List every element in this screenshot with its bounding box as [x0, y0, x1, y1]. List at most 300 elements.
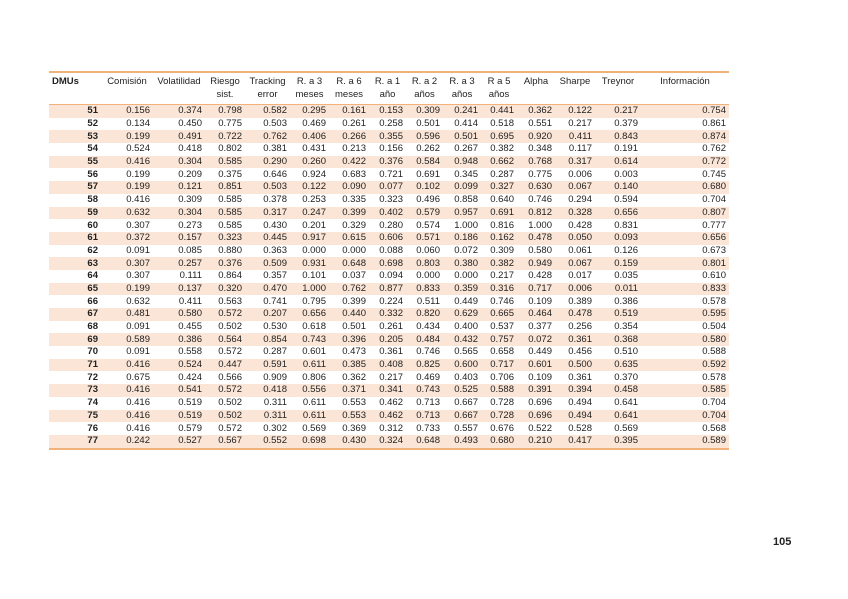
value-cell: 0.775	[218, 118, 242, 130]
value-cell: 0.563	[218, 295, 242, 307]
value-cell: 0.287	[263, 346, 287, 358]
value-cell: 0.948	[443, 156, 481, 169]
value-cell: 0.006	[568, 168, 592, 180]
value-cell: 0.713	[406, 410, 443, 423]
value-cell: 0.134	[126, 118, 150, 130]
value-cell: 0.440	[329, 308, 369, 321]
value-cell: 0.569	[614, 422, 638, 434]
value-cell: 0.601	[517, 359, 555, 372]
table-row	[49, 245, 729, 258]
value-cell: 0.217	[379, 371, 403, 383]
value-cell: 0.309	[490, 244, 514, 256]
value-cell: 0.503	[245, 181, 290, 194]
value-cell: 0.067	[555, 257, 595, 270]
value-cell: 0.880	[218, 244, 242, 256]
dmu-id-cell: 66	[87, 295, 98, 307]
value-cell: 0.312	[379, 422, 403, 434]
value-cell: 0.201	[302, 219, 326, 231]
value-cell: 0.111	[179, 270, 202, 282]
column-header: Treynor	[595, 72, 641, 105]
value-cell: 0.000	[342, 244, 366, 256]
value-cell: 0.368	[595, 333, 641, 346]
table-row	[49, 321, 729, 334]
dmu-id-cell: 63	[49, 257, 101, 270]
value-cell: 0.109	[528, 295, 552, 307]
value-cell: 0.614	[595, 156, 641, 169]
value-cell: 0.530	[263, 321, 287, 333]
column-header: Información	[641, 72, 729, 105]
value-cell: 0.566	[218, 371, 242, 383]
value-cell: 0.217	[595, 105, 641, 118]
value-cell: 0.589	[101, 333, 153, 346]
dmu-id-cell: 77	[49, 435, 101, 449]
value-cell: 0.417	[555, 435, 595, 449]
dmu-id-cell: 69	[49, 333, 101, 346]
value-cell: 0.241	[443, 105, 481, 118]
value-cell: 0.568	[702, 422, 726, 434]
value-cell: 0.591	[245, 359, 290, 372]
value-cell: 0.501	[416, 118, 440, 130]
value-cell: 0.311	[245, 410, 290, 423]
column-header: Comisión	[101, 72, 153, 105]
value-cell: 0.696	[517, 410, 555, 423]
dmu-id-cell: 64	[87, 270, 98, 282]
value-cell: 0.519	[153, 410, 205, 423]
value-cell: 0.519	[595, 308, 641, 321]
value-cell: 0.378	[263, 194, 287, 206]
dmu-id-cell: 68	[87, 321, 98, 333]
value-cell: 0.462	[369, 410, 406, 423]
table-row	[49, 118, 729, 131]
value-cell: 0.704	[641, 410, 729, 423]
value-cell: 0.762	[329, 283, 369, 296]
value-cell: 0.469	[302, 118, 326, 130]
value-cell: 0.217	[490, 270, 514, 282]
value-cell: 0.667	[454, 397, 478, 409]
value-cell: 0.376	[369, 156, 406, 169]
column-header: R. a 3 años	[443, 72, 481, 105]
value-cell: 0.000	[416, 270, 440, 282]
column-header: Sharpe	[555, 72, 595, 105]
value-cell: 0.257	[153, 257, 205, 270]
value-cell: 0.557	[454, 422, 478, 434]
value-cell: 0.524	[153, 359, 205, 372]
value-cell: 0.574	[416, 219, 440, 231]
value-cell: 0.801	[641, 257, 729, 270]
value-cell: 0.768	[517, 156, 555, 169]
value-cell: 0.524	[126, 143, 150, 155]
value-cell: 0.416	[126, 397, 150, 409]
value-cell: 0.037	[342, 270, 366, 282]
value-cell: 0.553	[342, 397, 366, 409]
value-cell: 1.000	[528, 219, 552, 231]
value-cell: 0.641	[614, 397, 638, 409]
table-row	[49, 270, 729, 283]
value-cell: 0.656	[595, 207, 641, 220]
value-cell: 0.717	[481, 359, 517, 372]
value-cell: 0.717	[517, 283, 555, 296]
value-cell: 0.695	[481, 130, 517, 143]
value-cell: 0.060	[416, 244, 440, 256]
value-cell: 0.422	[329, 156, 369, 169]
value-cell: 0.522	[528, 422, 552, 434]
value-cell: 0.500	[555, 359, 595, 372]
value-cell: 0.757	[481, 333, 517, 346]
value-cell: 0.191	[614, 143, 638, 155]
value-cell: 0.504	[702, 321, 726, 333]
table-row	[49, 397, 729, 410]
value-cell: 0.578	[702, 295, 726, 307]
value-cell: 0.473	[342, 346, 366, 358]
value-cell: 0.920	[517, 130, 555, 143]
value-cell: 0.416	[101, 410, 153, 423]
column-header: R a 5 años	[481, 72, 517, 105]
dmu-id-cell: 56	[87, 168, 98, 180]
value-cell: 0.611	[302, 397, 326, 409]
value-cell: 0.156	[101, 105, 153, 118]
dmu-id-cell: 54	[87, 143, 98, 155]
value-cell: 0.361	[555, 333, 595, 346]
value-cell: 0.584	[406, 156, 443, 169]
value-cell: 0.610	[702, 270, 726, 282]
value-cell: 0.632	[101, 207, 153, 220]
value-cell: 0.494	[555, 410, 595, 423]
value-cell: 0.434	[416, 321, 440, 333]
value-cell: 0.210	[517, 435, 555, 449]
table-row	[49, 295, 729, 308]
value-cell: 0.825	[406, 359, 443, 372]
value-cell: 0.382	[490, 143, 514, 155]
value-cell: 0.803	[406, 257, 443, 270]
value-cell: 0.572	[205, 308, 245, 321]
dmu-id-cell: 59	[49, 207, 101, 220]
value-cell: 0.746	[490, 295, 514, 307]
value-cell: 0.341	[369, 384, 406, 397]
value-cell: 0.309	[178, 194, 202, 206]
value-cell: 0.363	[263, 244, 287, 256]
value-cell: 0.594	[614, 194, 638, 206]
table-row	[49, 194, 729, 207]
value-cell: 0.003	[614, 168, 638, 180]
column-header: Riesgo sist.	[205, 72, 245, 105]
value-cell: 0.641	[595, 410, 641, 423]
value-cell: 0.361	[379, 346, 403, 358]
value-cell: 0.615	[329, 232, 369, 245]
value-cell: 0.741	[263, 295, 287, 307]
value-cell: 0.569	[302, 422, 326, 434]
table-row	[49, 346, 729, 359]
dmu-id-cell: 71	[49, 359, 101, 372]
value-cell: 0.428	[528, 270, 552, 282]
value-cell: 0.812	[517, 207, 555, 220]
dmu-id-cell: 52	[87, 118, 98, 130]
value-cell: 0.588	[702, 346, 726, 358]
dmu-id-cell: 57	[49, 181, 101, 194]
value-cell: 0.762	[702, 143, 726, 155]
dmu-id-cell: 62	[87, 244, 98, 256]
value-cell: 0.595	[641, 308, 729, 321]
value-cell: 0.266	[329, 130, 369, 143]
value-cell: 0.416	[126, 422, 150, 434]
value-cell: 0.722	[205, 130, 245, 143]
value-cell: 0.258	[379, 118, 403, 130]
table-row	[49, 257, 729, 270]
value-cell: 0.361	[568, 371, 592, 383]
value-cell: 0.851	[205, 181, 245, 194]
value-cell: 0.611	[290, 359, 329, 372]
value-cell: 0.931	[290, 257, 329, 270]
value-cell: 0.510	[614, 346, 638, 358]
table-row	[49, 359, 729, 372]
value-cell: 0.632	[126, 295, 150, 307]
value-cell: 0.428	[568, 219, 592, 231]
value-cell: 0.304	[153, 207, 205, 220]
value-cell: 0.432	[443, 333, 481, 346]
table-row	[49, 283, 729, 296]
value-cell: 0.665	[481, 308, 517, 321]
value-cell: 0.585	[641, 384, 729, 397]
value-cell: 0.256	[568, 321, 592, 333]
value-cell: 0.199	[101, 283, 153, 296]
value-cell: 0.630	[517, 181, 555, 194]
value-cell: 0.667	[443, 410, 481, 423]
value-cell: 0.491	[153, 130, 205, 143]
value-cell: 0.580	[641, 333, 729, 346]
value-cell: 0.511	[416, 295, 440, 307]
value-cell: 0.416	[101, 384, 153, 397]
value-cell: 0.588	[481, 384, 517, 397]
table-row	[49, 168, 729, 181]
table-row	[49, 384, 729, 397]
value-cell: 0.527	[153, 435, 205, 449]
value-cell: 0.806	[302, 371, 326, 383]
value-cell: 0.556	[290, 384, 329, 397]
value-cell: 0.399	[329, 207, 369, 220]
value-cell: 0.290	[245, 156, 290, 169]
value-cell: 0.411	[555, 130, 595, 143]
value-cell: 0.224	[379, 295, 403, 307]
value-cell: 0.320	[205, 283, 245, 296]
value-cell: 0.484	[406, 333, 443, 346]
value-cell: 0.386	[614, 295, 638, 307]
value-cell: 0.121	[153, 181, 205, 194]
value-cell: 0.578	[702, 371, 726, 383]
dmu-id-cell: 60	[87, 219, 98, 231]
value-cell: 0.743	[406, 384, 443, 397]
value-cell: 0.580	[153, 308, 205, 321]
value-cell: 0.348	[528, 143, 552, 155]
value-cell: 0.411	[178, 295, 202, 307]
value-cell: 0.582	[245, 105, 290, 118]
value-cell: 0.673	[702, 244, 726, 256]
value-cell: 0.441	[481, 105, 517, 118]
value-cell: 0.307	[101, 257, 153, 270]
value-cell: 0.247	[290, 207, 329, 220]
value-cell: 0.807	[641, 207, 729, 220]
dmu-id-cell: 70	[87, 346, 98, 358]
value-cell: 0.864	[218, 270, 242, 282]
value-cell: 0.565	[454, 346, 478, 358]
value-cell: 0.329	[342, 219, 366, 231]
value-cell: 0.430	[263, 219, 287, 231]
value-cell: 0.418	[245, 384, 290, 397]
value-cell: 0.122	[555, 105, 595, 118]
value-cell: 0.311	[263, 397, 287, 409]
value-cell: 0.746	[528, 194, 552, 206]
value-cell: 0.656	[641, 232, 729, 245]
value-cell: 0.400	[454, 321, 478, 333]
value-cell: 0.091	[126, 244, 150, 256]
value-cell: 0.307	[126, 270, 150, 282]
value-cell: 0.213	[342, 143, 366, 155]
value-cell: 0.371	[329, 384, 369, 397]
value-cell: 0.395	[595, 435, 641, 449]
value-cell: 0.777	[702, 219, 726, 231]
value-cell: 0.324	[369, 435, 406, 449]
value-cell: 0.917	[290, 232, 329, 245]
value-cell: 0.691	[416, 168, 440, 180]
value-cell: 0.099	[443, 181, 481, 194]
value-cell: 0.464	[517, 308, 555, 321]
value-cell: 0.302	[263, 422, 287, 434]
value-cell: 0.816	[490, 219, 514, 231]
value-cell: 0.067	[555, 181, 595, 194]
value-cell: 0.493	[443, 435, 481, 449]
column-header: R. a 3 meses	[290, 72, 329, 105]
dmu-id-cell: 65	[49, 283, 101, 296]
value-cell: 0.199	[101, 181, 153, 194]
value-cell: 0.713	[416, 397, 440, 409]
value-cell: 0.458	[595, 384, 641, 397]
value-cell: 0.408	[369, 359, 406, 372]
value-cell: 0.011	[595, 283, 641, 296]
value-cell: 0.580	[528, 244, 552, 256]
value-cell: 0.209	[178, 168, 202, 180]
value-cell: 0.162	[481, 232, 517, 245]
value-cell: 0.676	[490, 422, 514, 434]
value-cell: 0.416	[126, 194, 150, 206]
value-cell: 0.585	[205, 207, 245, 220]
value-cell: 0.035	[614, 270, 638, 282]
value-cell: 1.000	[454, 219, 478, 231]
value-cell: 0.186	[443, 232, 481, 245]
value-cell: 0.091	[126, 321, 150, 333]
column-header: Alpha	[517, 72, 555, 105]
value-cell: 0.000	[454, 270, 478, 282]
value-cell: 0.481	[101, 308, 153, 321]
value-cell: 0.706	[490, 371, 514, 383]
value-cell: 0.260	[290, 156, 329, 169]
value-cell: 0.924	[302, 168, 326, 180]
value-cell: 0.600	[443, 359, 481, 372]
table-row	[49, 435, 729, 449]
value-cell: 0.072	[454, 244, 478, 256]
value-cell: 0.861	[702, 118, 726, 130]
value-cell: 0.721	[379, 168, 403, 180]
value-cell: 0.606	[369, 232, 406, 245]
value-cell: 0.377	[528, 321, 552, 333]
value-cell: 0.424	[178, 371, 202, 383]
value-cell: 0.335	[342, 194, 366, 206]
value-cell: 0.567	[205, 435, 245, 449]
value-cell: 0.217	[568, 118, 592, 130]
dmu-id-cell: 74	[87, 397, 98, 409]
value-cell: 0.680	[641, 181, 729, 194]
value-cell: 0.199	[126, 168, 150, 180]
value-cell: 0.101	[302, 270, 326, 282]
value-cell: 0.317	[555, 156, 595, 169]
value-cell: 0.362	[517, 105, 555, 118]
value-cell: 0.386	[153, 333, 205, 346]
value-cell: 0.140	[595, 181, 641, 194]
value-cell: 0.006	[555, 283, 595, 296]
value-cell: 0.316	[481, 283, 517, 296]
table-row	[49, 181, 729, 194]
value-cell: 0.304	[153, 156, 205, 169]
value-cell: 0.357	[263, 270, 287, 282]
value-cell: 0.551	[528, 118, 552, 130]
value-cell: 0.696	[528, 397, 552, 409]
value-cell: 0.618	[302, 321, 326, 333]
table-row	[49, 130, 729, 143]
value-cell: 0.109	[528, 371, 552, 383]
value-cell: 0.552	[245, 435, 290, 449]
value-cell: 0.494	[568, 397, 592, 409]
value-cell: 0.317	[245, 207, 290, 220]
value-cell: 0.307	[126, 219, 150, 231]
value-cell: 0.126	[614, 244, 638, 256]
table-body	[49, 105, 729, 449]
dmu-id-cell: 76	[87, 422, 98, 434]
value-cell: 0.957	[443, 207, 481, 220]
value-cell: 0.354	[614, 321, 638, 333]
value-cell: 0.385	[329, 359, 369, 372]
value-cell: 0.294	[568, 194, 592, 206]
value-cell: 0.564	[205, 333, 245, 346]
value-cell: 0.820	[406, 308, 443, 321]
value-cell: 0.085	[178, 244, 202, 256]
value-cell: 0.122	[290, 181, 329, 194]
value-cell: 0.332	[369, 308, 406, 321]
value-cell: 0.733	[416, 422, 440, 434]
value-cell: 0.345	[454, 168, 478, 180]
value-cell: 0.831	[614, 219, 638, 231]
value-cell: 0.199	[101, 130, 153, 143]
dmu-id-cell: 58	[87, 194, 98, 206]
value-cell: 0.159	[595, 257, 641, 270]
column-header: R. a 2 años	[406, 72, 443, 105]
value-cell: 0.833	[641, 283, 729, 296]
value-cell: 0.541	[153, 384, 205, 397]
value-cell: 0.403	[454, 371, 478, 383]
value-cell: 0.501	[342, 321, 366, 333]
value-cell: 0.430	[329, 435, 369, 449]
value-cell: 0.478	[517, 232, 555, 245]
value-cell: 0.382	[481, 257, 517, 270]
value-cell: 0.874	[641, 130, 729, 143]
dmu-id-cell: 73	[49, 384, 101, 397]
header-row	[49, 72, 729, 105]
value-cell: 0.469	[416, 371, 440, 383]
value-cell: 0.117	[568, 143, 592, 155]
value-cell: 0.658	[490, 346, 514, 358]
value-cell: 0.558	[178, 346, 202, 358]
value-cell: 0.909	[263, 371, 287, 383]
dmu-id-cell: 72	[87, 371, 98, 383]
value-cell: 0.094	[379, 270, 403, 282]
value-cell: 0.088	[379, 244, 403, 256]
value-cell: 0.754	[641, 105, 729, 118]
